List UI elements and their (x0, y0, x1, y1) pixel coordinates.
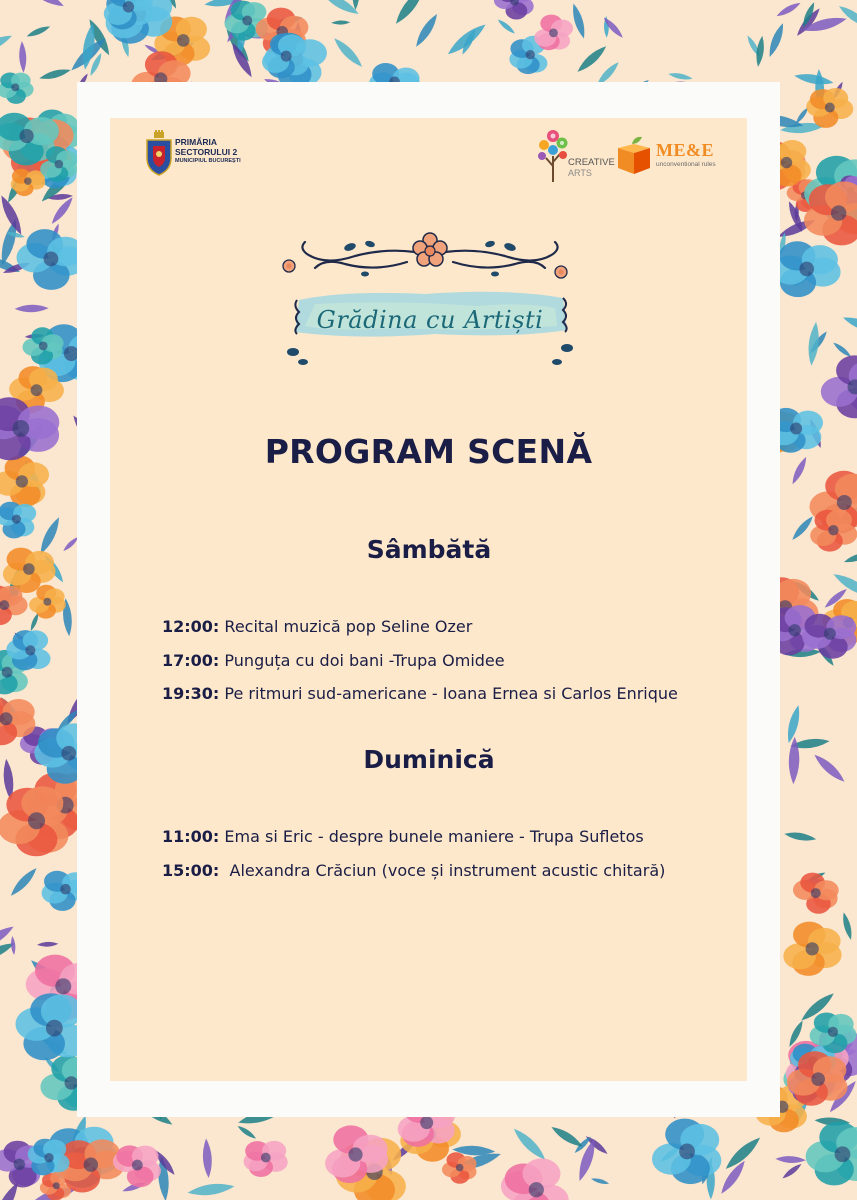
leaf-shape (811, 751, 847, 785)
leaf-shape (789, 455, 809, 485)
leaf-shape (8, 865, 40, 898)
flower-shape (113, 1145, 161, 1187)
flower-shape (773, 241, 841, 297)
leaf-shape (668, 71, 693, 81)
leaf-shape (413, 12, 441, 49)
creative-line-2: ARTS (568, 168, 592, 178)
schedule-item (162, 682, 678, 716)
leaf-shape (0, 32, 14, 58)
leaf-shape (511, 1125, 549, 1163)
flower-shape (652, 1119, 721, 1185)
leaf-shape (10, 936, 16, 955)
primaria-line-3: MUNICIPIUL BUCUREȘTI (175, 158, 241, 164)
schedule-text: Punguța cu doi bani -Trupa Omidee (219, 650, 505, 670)
flower-shape (17, 229, 86, 290)
schedule-saturday (162, 615, 678, 716)
leaf-shape (25, 0, 66, 10)
leaf-shape (775, 0, 802, 19)
leaf-shape (775, 1155, 806, 1163)
leaf-shape (784, 830, 817, 842)
leaf-shape (331, 20, 350, 25)
schedule-text: Recital muzică pop Seline Ozer (219, 617, 473, 636)
creative-arts-logo (538, 128, 615, 184)
leaf-shape (570, 2, 588, 39)
mee-name: ME&E (656, 140, 714, 160)
primaria-logo (145, 130, 255, 178)
flower-shape (810, 510, 857, 552)
day-heading-sunday: Duminică (363, 745, 495, 774)
leaf-shape (236, 1124, 257, 1141)
mee-tagline: unconventional rules (656, 161, 716, 168)
flower-shape (494, 0, 534, 20)
leaf-shape (18, 41, 27, 73)
schedule-time: 15:00: (162, 860, 220, 880)
leaf-shape (36, 515, 63, 556)
leaf-shape (187, 1181, 235, 1198)
leaf-shape (331, 35, 365, 70)
flower-shape (0, 502, 36, 539)
leaf-shape (843, 550, 857, 565)
flower-shape (28, 1139, 70, 1176)
schedule-text: Pe ritmuri sud-americane - Ioana Ernea si Carlos Enrique (219, 684, 678, 703)
leaf-shape (26, 24, 52, 39)
leaf-shape (591, 1177, 610, 1186)
flower-shape (501, 1159, 569, 1200)
leaf-shape (841, 313, 857, 336)
flower-shape (806, 88, 853, 128)
leaf-shape (37, 941, 59, 947)
schedule-item (162, 825, 665, 859)
schedule-item (162, 859, 665, 893)
leaf-shape (38, 67, 71, 82)
leaf-shape (445, 20, 489, 58)
flower-shape (0, 73, 34, 104)
schedule-sunday (162, 825, 665, 892)
event-logo (275, 222, 585, 372)
leaf-shape (15, 304, 49, 312)
day-heading-saturday: Sâmbătă (366, 535, 492, 564)
flower-shape (534, 15, 573, 51)
schedule-item (162, 615, 678, 649)
schedule-time: 17:00: (162, 650, 220, 670)
schedule-time: 12:00: (162, 617, 220, 636)
event-name: Grădina cu Artiști (316, 306, 544, 334)
leaf-shape (841, 912, 854, 941)
schedule-item (162, 649, 678, 683)
flower-shape (821, 355, 857, 418)
page-title: PROGRAM SCENĂ (264, 432, 593, 471)
schedule-time: 19:30: (162, 684, 220, 703)
orange-box-icon (615, 134, 653, 176)
schedule-time: 11:00: (162, 827, 220, 846)
schedule-text: Alexandra Crăciun (voce și instrument acustic chitară) (219, 860, 666, 880)
leaf-shape (202, 1138, 213, 1178)
flower-shape (783, 922, 841, 976)
leaf-shape (793, 71, 834, 87)
tree-circles-icon (538, 128, 568, 184)
coat-of-arms-icon (145, 130, 173, 176)
flower-shape (244, 1141, 288, 1177)
flower-shape (0, 456, 49, 507)
schedule-text: Ema si Eric - despre bunele maniere - Trupa Sufletos (219, 827, 644, 846)
flower-shape (442, 1152, 477, 1183)
mee-logo (615, 134, 725, 178)
leaf-shape (784, 704, 802, 744)
leaf-shape (392, 0, 428, 27)
leaf-shape (781, 1162, 803, 1181)
leaf-shape (49, 195, 76, 226)
leaf-shape (496, 18, 516, 36)
leaf-shape (837, 3, 857, 31)
primaria-line-1: PRIMĂRIA (175, 137, 218, 147)
leaf-shape (766, 22, 787, 59)
leaf-shape (575, 43, 609, 75)
flower-shape (806, 1122, 857, 1186)
creative-line-1: CREATIVE (568, 157, 615, 168)
event-logo-ornament (275, 222, 585, 372)
flower-shape (793, 873, 839, 914)
flower-shape (11, 169, 46, 196)
primaria-line-2: SECTORULUI 2 (175, 147, 238, 157)
